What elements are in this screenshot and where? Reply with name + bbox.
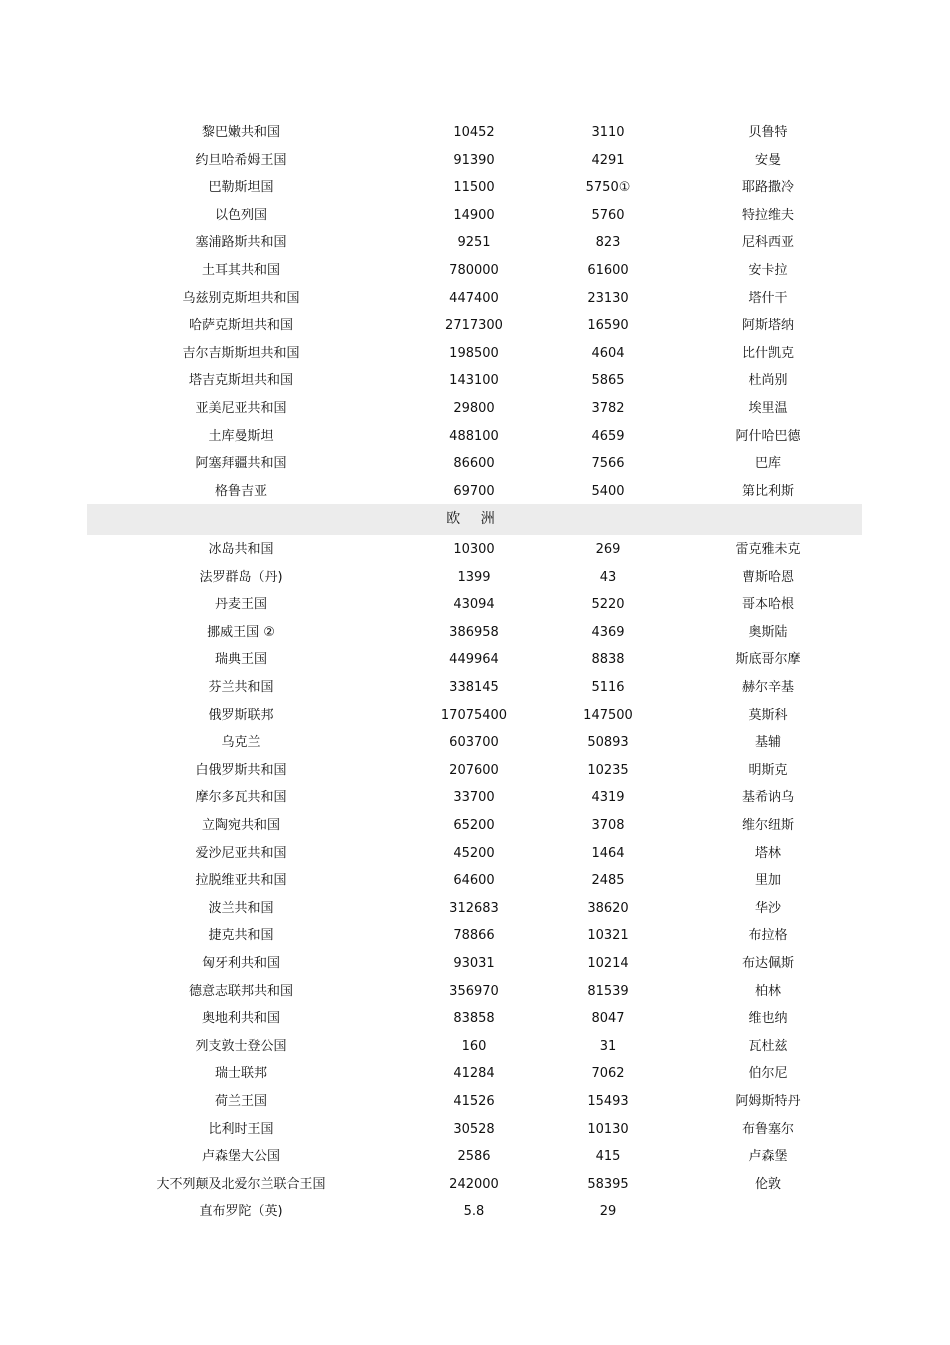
country-name-cell: 吉尔吉斯斯坦共和国 xyxy=(182,345,300,361)
area-cell: 338145 xyxy=(449,679,499,695)
capital-cell: 阿姆斯特丹 xyxy=(735,1093,801,1109)
population-cell: 58395 xyxy=(587,1176,629,1192)
area-cell: 386958 xyxy=(449,624,499,640)
area-cell: 447400 xyxy=(449,290,499,306)
country-name-cell: 芬兰共和国 xyxy=(208,679,274,695)
capital-cell: 安曼 xyxy=(754,152,781,168)
country-name-cell: 格鲁吉亚 xyxy=(214,483,267,499)
country-name-cell: 瑞士联邦 xyxy=(214,1066,267,1082)
capital-cell: 卢森堡 xyxy=(748,1149,788,1165)
country-name-cell: 土库曼斯坦 xyxy=(208,428,274,444)
capital-cell: 维尔纽斯 xyxy=(741,817,794,833)
table-row xyxy=(0,922,950,949)
country-name-cell: 俄罗斯联邦 xyxy=(208,707,274,723)
table-row xyxy=(0,423,950,450)
table-row xyxy=(0,646,950,673)
area-cell: 449964 xyxy=(449,652,499,668)
population-cell: 4369 xyxy=(591,624,625,640)
table-row xyxy=(0,1116,950,1143)
table-row xyxy=(0,895,950,922)
country-name-cell: 乌克兰 xyxy=(221,735,261,751)
table-row xyxy=(0,119,950,146)
population-cell: 81539 xyxy=(587,983,629,999)
area-cell: 143100 xyxy=(449,373,499,389)
country-name-cell: 立陶宛共和国 xyxy=(201,817,280,833)
area-cell: 207600 xyxy=(449,762,499,778)
table-row xyxy=(0,1171,950,1198)
table-row xyxy=(0,1033,950,1060)
population-cell: 7062 xyxy=(591,1066,625,1082)
capital-cell: 杜尚别 xyxy=(748,373,788,389)
population-cell: 16590 xyxy=(587,318,629,334)
country-name-cell: 哈萨克斯坦共和国 xyxy=(188,318,293,334)
country-name-cell: 亚美尼亚共和国 xyxy=(195,401,287,416)
capital-cell: 雷克雅未克 xyxy=(735,541,801,557)
table-row xyxy=(0,257,950,284)
population-cell: 8838 xyxy=(591,652,625,668)
population-cell: 10321 xyxy=(587,928,629,944)
capital-cell: 阿斯塔纳 xyxy=(741,318,794,334)
area-cell: 65200 xyxy=(453,817,495,833)
country-name-cell: 列支敦士登公国 xyxy=(195,1038,287,1054)
table-row xyxy=(0,1060,950,1087)
table-row xyxy=(0,202,950,229)
country-name-cell: 匈牙利共和国 xyxy=(201,955,280,971)
table-row xyxy=(0,757,950,784)
area-cell: 780000 xyxy=(449,263,499,278)
country-name-cell: 阿塞拜疆共和国 xyxy=(195,456,287,472)
section-header-europe xyxy=(87,504,862,535)
population-cell: 4291 xyxy=(591,152,625,168)
country-name-cell: 摩尔多瓦共和国 xyxy=(195,790,287,806)
population-cell: 5865 xyxy=(591,373,625,389)
population-cell: 5750① xyxy=(585,180,631,196)
capital-cell: 尼科西亚 xyxy=(741,235,794,251)
country-name-cell: 卢森堡大公国 xyxy=(201,1149,280,1165)
country-name-cell: 拉脱维亚共和国 xyxy=(195,873,287,889)
population-cell: 4659 xyxy=(591,428,625,444)
capital-cell: 赫尔辛基 xyxy=(741,679,794,695)
table-row xyxy=(0,867,950,894)
area-cell: 160 xyxy=(461,1038,487,1054)
table-row xyxy=(0,367,950,394)
capital-cell: 安卡拉 xyxy=(748,263,788,278)
area-cell: 242000 xyxy=(449,1176,499,1192)
country-name-cell: 白俄罗斯共和国 xyxy=(195,762,287,778)
table-row xyxy=(0,147,950,174)
table-row xyxy=(0,536,950,563)
capital-cell: 贝鲁特 xyxy=(748,125,788,140)
table-row xyxy=(0,950,950,977)
table-row xyxy=(0,702,950,729)
area-cell: 356970 xyxy=(449,983,499,999)
population-cell: 5760 xyxy=(591,207,625,223)
capital-cell: 哥本哈根 xyxy=(741,597,794,613)
population-cell: 10214 xyxy=(587,955,629,971)
population-cell: 7566 xyxy=(591,456,625,472)
population-cell: 29 xyxy=(599,1204,617,1220)
country-name-cell: 冰岛共和国 xyxy=(208,541,274,557)
capital-cell: 伦敦 xyxy=(754,1176,781,1192)
capital-cell: 布鲁塞尔 xyxy=(741,1121,794,1137)
capital-cell: 伯尔尼 xyxy=(748,1066,788,1082)
section-title: 欧 洲 xyxy=(446,510,503,527)
capital-cell: 维也纳 xyxy=(748,1011,788,1027)
table-row xyxy=(0,619,950,646)
population-cell: 5400 xyxy=(591,483,625,499)
capital-cell: 布拉格 xyxy=(748,928,788,944)
population-cell: 269 xyxy=(595,541,621,557)
area-cell: 41284 xyxy=(453,1066,495,1082)
country-name-cell: 德意志联邦共和国 xyxy=(188,983,293,999)
capital-cell: 莫斯科 xyxy=(748,707,788,723)
population-cell: 31 xyxy=(599,1038,617,1054)
area-cell: 91390 xyxy=(453,152,495,168)
capital-cell: 奥斯陆 xyxy=(748,624,788,640)
country-name-cell: 比利时王国 xyxy=(208,1121,274,1137)
population-cell: 5116 xyxy=(591,679,625,695)
capital-cell: 特拉维夫 xyxy=(741,207,794,223)
capital-cell: 柏林 xyxy=(754,983,781,999)
population-cell: 415 xyxy=(595,1149,621,1165)
table-row xyxy=(0,674,950,701)
table-row xyxy=(0,1198,950,1225)
table-row xyxy=(0,591,950,618)
table-row xyxy=(0,812,950,839)
population-cell: 10235 xyxy=(587,762,629,778)
capital-cell: 第比利斯 xyxy=(741,483,794,499)
capital-cell: 基希讷乌 xyxy=(741,790,794,806)
area-cell: 33700 xyxy=(453,790,495,806)
population-cell: 4604 xyxy=(591,345,625,361)
area-cell: 45200 xyxy=(453,845,495,861)
population-cell: 2485 xyxy=(591,873,625,889)
table-row xyxy=(0,312,950,339)
table-row xyxy=(0,450,950,477)
population-cell: 1464 xyxy=(591,845,625,861)
country-name-cell: 土耳其共和国 xyxy=(201,263,280,278)
country-name-cell: 瑞典王国 xyxy=(214,652,267,668)
table-row xyxy=(0,285,950,312)
capital-cell: 塔林 xyxy=(754,845,781,861)
area-cell: 83858 xyxy=(453,1011,495,1027)
capital-cell: 埃里温 xyxy=(748,401,788,416)
table-row xyxy=(0,174,950,201)
capital-cell: 塔什干 xyxy=(748,290,788,306)
population-cell: 10130 xyxy=(587,1121,629,1137)
area-cell: 2717300 xyxy=(445,318,503,334)
area-cell: 17075400 xyxy=(440,707,508,723)
capital-cell: 里加 xyxy=(754,873,781,889)
country-name-cell: 直布罗陀（英) xyxy=(199,1204,283,1220)
country-name-cell: 波兰共和国 xyxy=(208,900,274,916)
area-cell: 93031 xyxy=(453,955,495,971)
country-name-cell: 巴勒斯坦国 xyxy=(208,180,274,196)
area-cell: 69700 xyxy=(453,483,495,499)
population-cell: 3110 xyxy=(591,125,625,140)
table-row xyxy=(0,784,950,811)
country-name-cell: 荷兰王国 xyxy=(214,1093,267,1109)
country-name-cell: 以色列国 xyxy=(214,207,267,223)
area-cell: 1399 xyxy=(457,569,491,585)
area-cell: 312683 xyxy=(449,900,499,916)
country-name-cell: 捷克共和国 xyxy=(208,928,274,944)
population-cell: 61600 xyxy=(587,263,629,278)
table-row xyxy=(0,229,950,256)
population-cell: 5220 xyxy=(591,597,625,613)
area-cell: 43094 xyxy=(453,597,495,613)
capital-cell: 瓦杜兹 xyxy=(748,1038,788,1054)
population-cell: 147500 xyxy=(583,707,633,723)
country-name-cell: 塞浦路斯共和国 xyxy=(195,235,287,251)
population-cell: 50893 xyxy=(587,735,629,751)
area-cell: 603700 xyxy=(449,735,499,751)
area-cell: 2586 xyxy=(457,1149,491,1165)
table-row xyxy=(0,1005,950,1032)
area-cell: 5.8 xyxy=(463,1204,485,1220)
area-cell: 488100 xyxy=(449,428,499,444)
area-cell: 198500 xyxy=(449,345,499,361)
population-cell: 15493 xyxy=(587,1093,629,1109)
country-name-cell: 奥地利共和国 xyxy=(201,1011,280,1027)
area-cell: 41526 xyxy=(453,1093,495,1109)
country-name-cell: 塔吉克斯坦共和国 xyxy=(188,373,293,389)
area-cell: 29800 xyxy=(453,401,495,416)
country-name-cell: 约旦哈希姆王国 xyxy=(195,152,287,168)
population-cell: 3708 xyxy=(591,817,625,833)
capital-cell xyxy=(690,1198,846,1225)
table-row xyxy=(0,564,950,591)
population-cell: 4319 xyxy=(591,790,625,806)
table-row xyxy=(0,978,950,1005)
population-cell: 8047 xyxy=(591,1011,625,1027)
capital-cell: 明斯克 xyxy=(748,762,788,778)
population-cell: 3782 xyxy=(591,401,625,416)
area-cell: 9251 xyxy=(457,235,491,251)
table-row xyxy=(0,840,950,867)
area-cell: 78866 xyxy=(453,928,495,944)
area-cell: 64600 xyxy=(453,873,495,889)
area-cell: 86600 xyxy=(453,456,495,472)
area-cell: 14900 xyxy=(453,207,495,223)
capital-cell: 斯底哥尔摩 xyxy=(735,652,801,668)
country-name-cell: 丹麦王国 xyxy=(214,597,267,613)
country-name-cell: 大不列颠及北爱尔兰联合王国 xyxy=(156,1176,326,1192)
table-row xyxy=(0,340,950,367)
country-name-cell: 爱沙尼亚共和国 xyxy=(195,845,287,861)
area-cell: 10452 xyxy=(453,125,495,140)
capital-cell: 基辅 xyxy=(754,735,781,751)
country-name-cell: 黎巴嫩共和国 xyxy=(201,125,280,140)
capital-cell: 巴库 xyxy=(754,456,781,472)
population-cell: 23130 xyxy=(587,290,629,306)
table-row xyxy=(0,395,950,422)
capital-cell: 比什凯克 xyxy=(741,345,794,361)
table-row xyxy=(0,478,950,505)
capital-cell: 阿什哈巴德 xyxy=(735,428,801,444)
capital-cell: 耶路撒冷 xyxy=(741,180,794,196)
population-cell: 38620 xyxy=(587,900,629,916)
area-cell: 30528 xyxy=(453,1121,495,1137)
population-cell: 43 xyxy=(599,569,617,585)
area-cell: 10300 xyxy=(453,541,495,557)
country-name-cell: 挪威王国 ② xyxy=(207,624,275,640)
capital-cell: 华沙 xyxy=(754,900,781,916)
table-row xyxy=(0,1088,950,1115)
table-row xyxy=(0,1143,950,1170)
country-name-cell: 法罗群岛（丹) xyxy=(199,569,283,585)
population-cell: 823 xyxy=(595,235,621,251)
area-cell: 11500 xyxy=(453,180,495,196)
capital-cell: 曹斯哈恩 xyxy=(741,569,794,585)
table-row xyxy=(0,729,950,756)
capital-cell: 布达佩斯 xyxy=(741,955,794,971)
country-name-cell: 乌兹别克斯坦共和国 xyxy=(182,290,300,306)
